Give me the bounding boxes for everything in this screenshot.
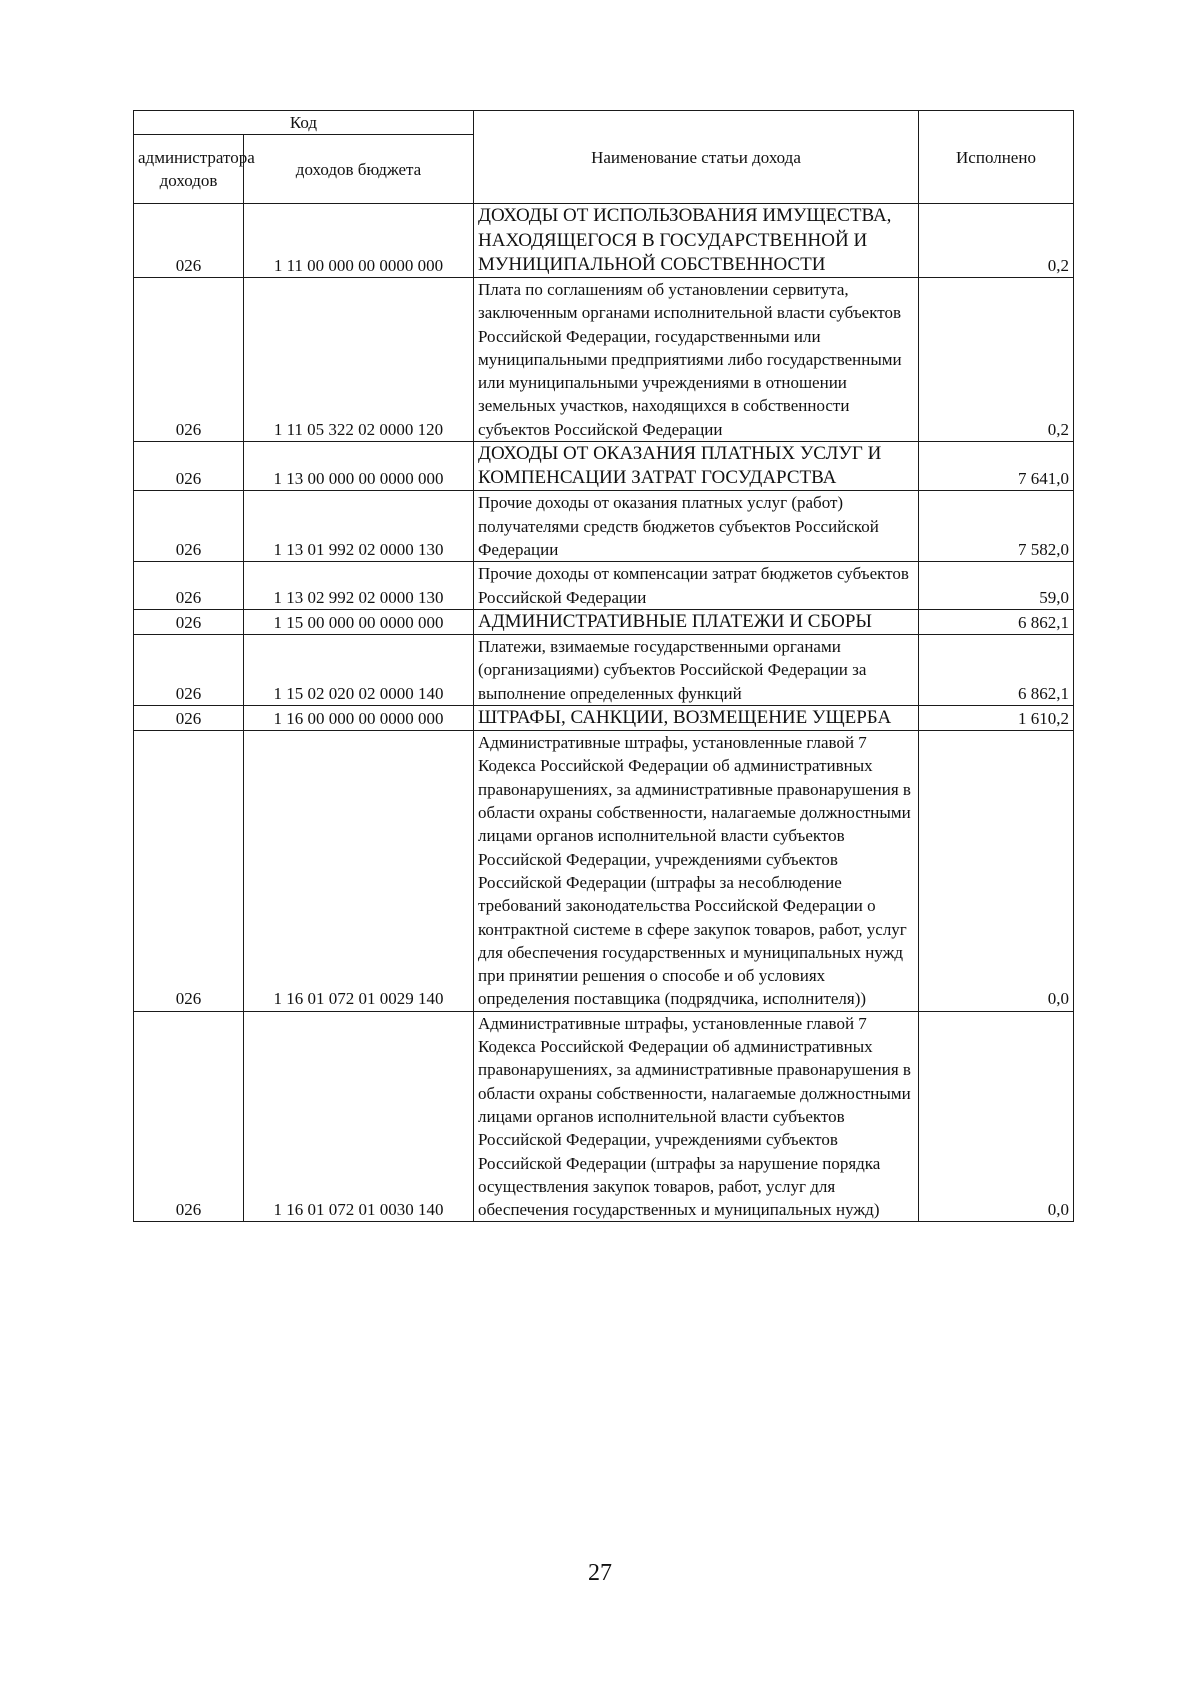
executed-amount-cell: 0,0	[919, 1011, 1074, 1222]
income-code-cell: 1 11 00 000 00 0000 000	[244, 204, 474, 278]
table-row	[134, 635, 1074, 706]
table-row	[134, 277, 1074, 441]
income-name-cell: АДМИНИСТРАТИВНЫЕ ПЛАТЕЖИ И СБОРЫ	[474, 609, 919, 634]
executed-amount-cell: 1 610,2	[919, 705, 1074, 730]
table-row	[134, 731, 1074, 1012]
admin-code-cell: 026	[134, 705, 244, 730]
page-number: 27	[588, 1560, 612, 1586]
executed-amount-cell: 7 641,0	[919, 441, 1074, 490]
income-code-cell: 1 13 01 992 02 0000 130	[244, 491, 474, 562]
income-name-cell: Административные штрафы, установленные главой 7 Кодекса Российской Федерации об административных правонарушениях, за административные правонарушения в области охраны собственности, налагаемые должностными лицами органов исполнительной власти субъектов Российской Федерации, учреждениями субъектов Российской Федерации (штрафы за нарушение порядка осуществления закупок товаров, работ, услуг для обеспечения государственных и муниципальных нужд)	[474, 1011, 919, 1222]
income-code-cell: 1 15 02 020 02 0000 140	[244, 635, 474, 706]
executed-amount-cell: 59,0	[919, 562, 1074, 610]
income-code-cell: 1 15 00 000 00 0000 000	[244, 609, 474, 634]
income-name-cell: Плата по соглашениям об установлении сервитута, заключенным органами исполнительной власти субъектов Российской Федерации, государственными или муниципальными предприятиями либо государственными или муниципальными учреждениями в отношении земельных участков, находящихся в собственности субъектов Российской Федерации	[474, 277, 919, 441]
income-name-cell: Платежи, взимаемые государственными органами (организациями) субъектов Российской Федерации за выполнение определенных функций	[474, 635, 919, 706]
income-code-cell: 1 16 01 072 01 0029 140	[244, 731, 474, 1012]
table-header	[134, 111, 1074, 204]
admin-code-cell: 026	[134, 635, 244, 706]
income-code-cell: 1 11 05 322 02 0000 120	[244, 277, 474, 441]
revenue-table	[133, 110, 1074, 1222]
name-column-header: Наименование статьи дохода	[474, 111, 919, 204]
admin-code-cell: 026	[134, 562, 244, 610]
executed-amount-cell: 0,2	[919, 204, 1074, 278]
income-code-cell: 1 16 00 000 00 0000 000	[244, 705, 474, 730]
admin-column-header: администратора доходов	[134, 135, 244, 204]
table-row	[134, 609, 1074, 634]
code-group-header: Код	[134, 111, 474, 135]
income-code-cell: 1 13 02 992 02 0000 130	[244, 562, 474, 610]
income-name-cell: ДОХОДЫ ОТ ИСПОЛЬЗОВАНИЯ ИМУЩЕСТВА, НАХОДЯЩЕГОСЯ В ГОСУДАРСТВЕННОЙ И МУНИЦИПАЛЬНОЙ СОБСТВЕННОСТИ	[474, 204, 919, 278]
table-row	[134, 441, 1074, 490]
executed-amount-cell: 6 862,1	[919, 635, 1074, 706]
income-code-cell: 1 16 01 072 01 0030 140	[244, 1011, 474, 1222]
income-name-cell: Административные штрафы, установленные главой 7 Кодекса Российской Федерации об административных правонарушениях, за административные правонарушения в области охраны собственности, налагаемые должностными лицами органов исполнительной власти субъектов Российской Федерации, учреждениями субъектов Российской Федерации (штрафы за несоблюдение требований законодательства Российской Федерации о контрактной системе в сфере закупок товаров, работ, услуг для обеспечения государственных и муниципальных нужд при принятии решения о способе и об условиях определения поставщика (подрядчика, исполнителя))	[474, 731, 919, 1012]
executed-amount-cell: 6 862,1	[919, 609, 1074, 634]
income-code-cell: 1 13 00 000 00 0000 000	[244, 441, 474, 490]
executed-amount-cell: 0,2	[919, 277, 1074, 441]
admin-code-cell: 026	[134, 491, 244, 562]
income-name-cell: Прочие доходы от компенсации затрат бюджетов субъектов Российской Федерации	[474, 562, 919, 610]
table-row	[134, 705, 1074, 730]
admin-code-cell: 026	[134, 204, 244, 278]
executed-amount-cell: 7 582,0	[919, 491, 1074, 562]
table-row	[134, 562, 1074, 610]
executed-column-header: Исполнено	[919, 111, 1074, 204]
admin-code-cell: 026	[134, 609, 244, 634]
income-name-cell: Прочие доходы от оказания платных услуг (работ) получателями средств бюджетов субъектов Российской Федерации	[474, 491, 919, 562]
income-name-cell: ДОХОДЫ ОТ ОКАЗАНИЯ ПЛАТНЫХ УСЛУГ И КОМПЕНСАЦИИ ЗАТРАТ ГОСУДАРСТВА	[474, 441, 919, 490]
income-code-column-header: доходов бюджета	[244, 135, 474, 204]
admin-code-cell: 026	[134, 731, 244, 1012]
table-row	[134, 204, 1074, 278]
table-row	[134, 1011, 1074, 1222]
admin-code-cell: 026	[134, 277, 244, 441]
admin-code-cell: 026	[134, 1011, 244, 1222]
executed-amount-cell: 0,0	[919, 731, 1074, 1012]
table-row	[134, 491, 1074, 562]
admin-code-cell: 026	[134, 441, 244, 490]
income-name-cell: ШТРАФЫ, САНКЦИИ, ВОЗМЕЩЕНИЕ УЩЕРБА	[474, 705, 919, 730]
